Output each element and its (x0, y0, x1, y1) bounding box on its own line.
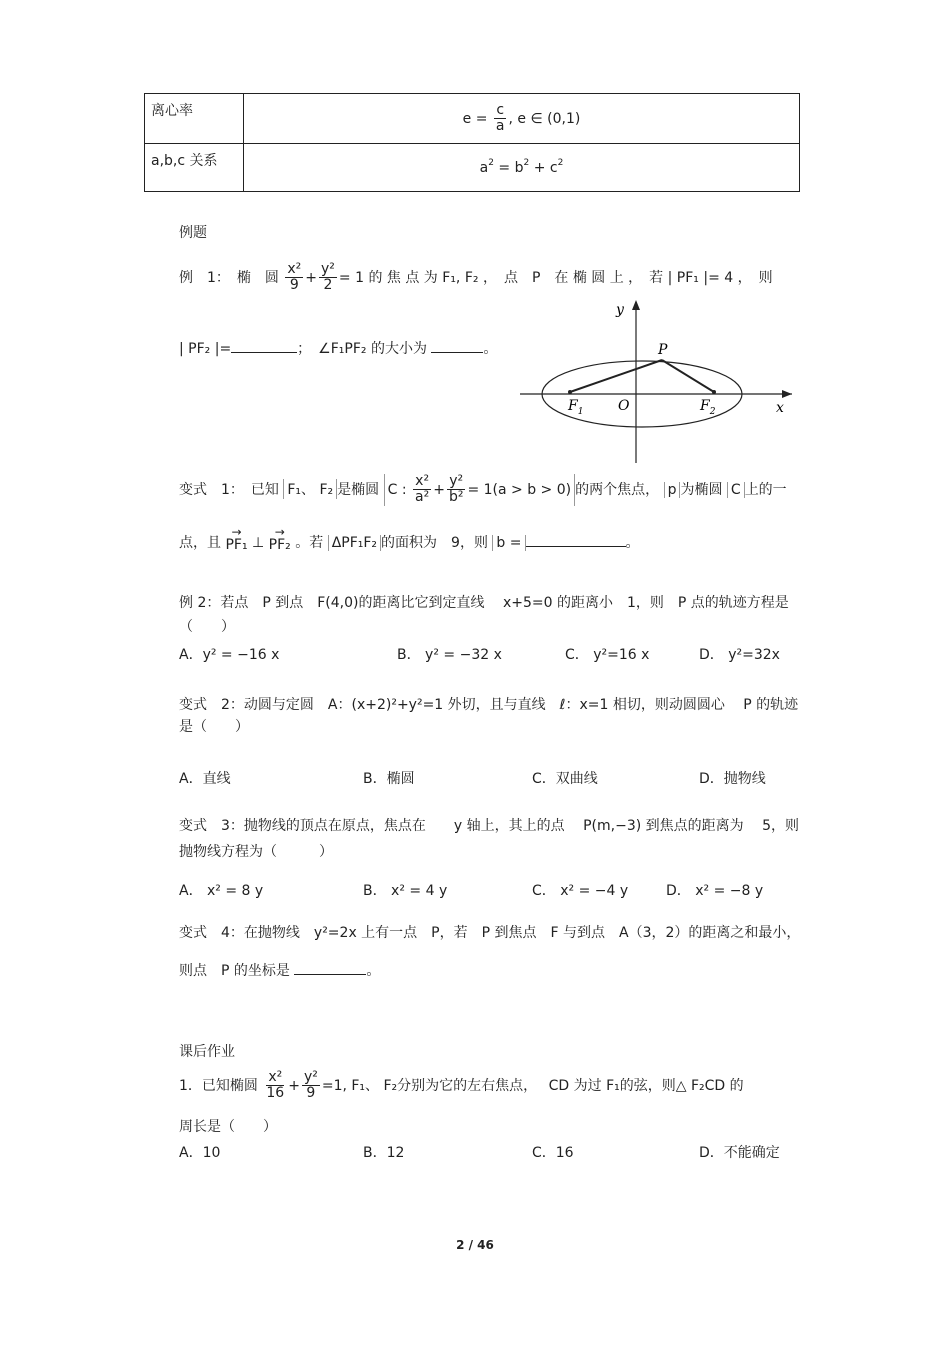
example-2-paren: （ ） (179, 619, 235, 635)
focus-f1-label: $F_1$ (568, 398, 584, 417)
y-axis-label: y (616, 302, 624, 318)
section-title-examples: 例题 (179, 225, 207, 241)
answer-blank (294, 974, 366, 975)
answer-blank (526, 546, 626, 547)
origin-label: O (618, 398, 630, 414)
variant-3-line2: 抛物线方程为（ ） (179, 844, 333, 860)
variant-2-option-d: D．抛物线 (699, 771, 766, 787)
variant-1-line2: 点，且 → PF₁ ⊥ → PF₂ 。若 ΔPF₁F₂ 的面积为 9，则 b = 。 (179, 525, 640, 553)
section-title-homework: 课后作业 (179, 1044, 235, 1060)
x-axis-label: x (776, 400, 784, 416)
point-p-label: P (658, 342, 668, 358)
example-2-option-c: C． y²=16 x (565, 647, 650, 663)
homework-1-line2: 周长是（ ） (179, 1119, 277, 1135)
variant-3-option-d: D． x² = −8 y (666, 883, 764, 899)
answer-blank (431, 352, 483, 353)
example-2-option-b: B． y² = −32 x (397, 647, 502, 663)
eccentricity-formula: e = $\frac{c}{a}$ , e ∈ (0,1) (244, 94, 800, 144)
properties-table (144, 93, 800, 192)
page-number: 2 / 46 (456, 1238, 494, 1252)
table-label-abc: a,b,c 关系 (145, 144, 244, 192)
example-2-option-d: D． y²=32x (699, 647, 780, 663)
homework-1: 1．已知椭圆 $\frac{\text{x²}}{16}$ + $\frac{\text{y²}}{9}$ =1, F₁、 F₂分别为它的左右焦点， CD 为过 F₁的弦，则△ F₂CD 的 (179, 1069, 744, 1102)
homework-1-option-d: D．不能确定 (699, 1145, 780, 1161)
variant-3-option-b: B． x² = 4 y (363, 883, 448, 899)
variant-2-option-b: B．椭圆 (363, 771, 415, 787)
focus-f2-label: $F_2$ (700, 398, 716, 417)
table-label-eccentricity: 离心率 (145, 94, 244, 144)
variant-1: 变式 1： 已知 F₁、 F₂ 是椭圆 C : $\frac{\text{x²}}{\text{a²}}$ + $\frac{\text{y²}}{\text{b²}}$ = 1(a > b > 0) 的两个焦点， p 为椭圆 C 上的一 (179, 473, 787, 506)
abc-relation-formula: $a^2 = b^2 + c^2$ (244, 144, 800, 192)
variant-2-line2: 是（ ） (179, 719, 249, 735)
example-2-option-a: A．y² = −16 x (179, 647, 280, 663)
example-1-line2: | PF₂ |= ； ∠F₁PF₂ 的大小为 。 (179, 341, 498, 357)
variant-2-option-a: A．直线 (179, 771, 231, 787)
ellipse-figure (520, 298, 800, 463)
variant-3-option-a: A． x² = 8 y (179, 883, 264, 899)
homework-1-option-c: C．16 (532, 1145, 574, 1161)
variant-4-line2: 则点 P 的坐标是 。 (179, 963, 381, 979)
homework-1-option-a: A．10 (179, 1145, 221, 1161)
homework-1-option-b: B．12 (363, 1145, 405, 1161)
answer-blank (231, 352, 297, 353)
example-1: 例 1： 椭 圆 $\frac{\text{x²}}{9}$ + $\frac{\text{y²}}{2}$ = 1 的 焦 点 为 F₁, F₂ ， 点 P 在 椭 圆 上 ， 若 | PF₁ |= 4 ， 则 (179, 261, 773, 294)
variant-2: 变式 2：动圆与定圆 A：(x+2)²+y²=1 外切，且与直线 ℓ：x=1 相切，则动圆圆心 P 的轨迹 (179, 697, 799, 713)
variant-3-option-c: C． x² = −4 y (532, 883, 629, 899)
variant-2-option-c: C．双曲线 (532, 771, 598, 787)
example-2: 例 2：若点 P 到点 F(4,0)的距离比它到定直线 x+5=0 的距离小 1，则 P 点的轨迹方程是 (179, 595, 789, 611)
variant-4: 变式 4：在抛物线 y²=2x 上有一点 P，若 P 到焦点 F 与到点 A（3，2）的距离之和最小， (179, 925, 801, 941)
variant-3: 变式 3：抛物线的顶点在原点，焦点在 y 轴上，其上的点 P(m,−3) 到焦点的距离为 5，则 (179, 818, 799, 834)
